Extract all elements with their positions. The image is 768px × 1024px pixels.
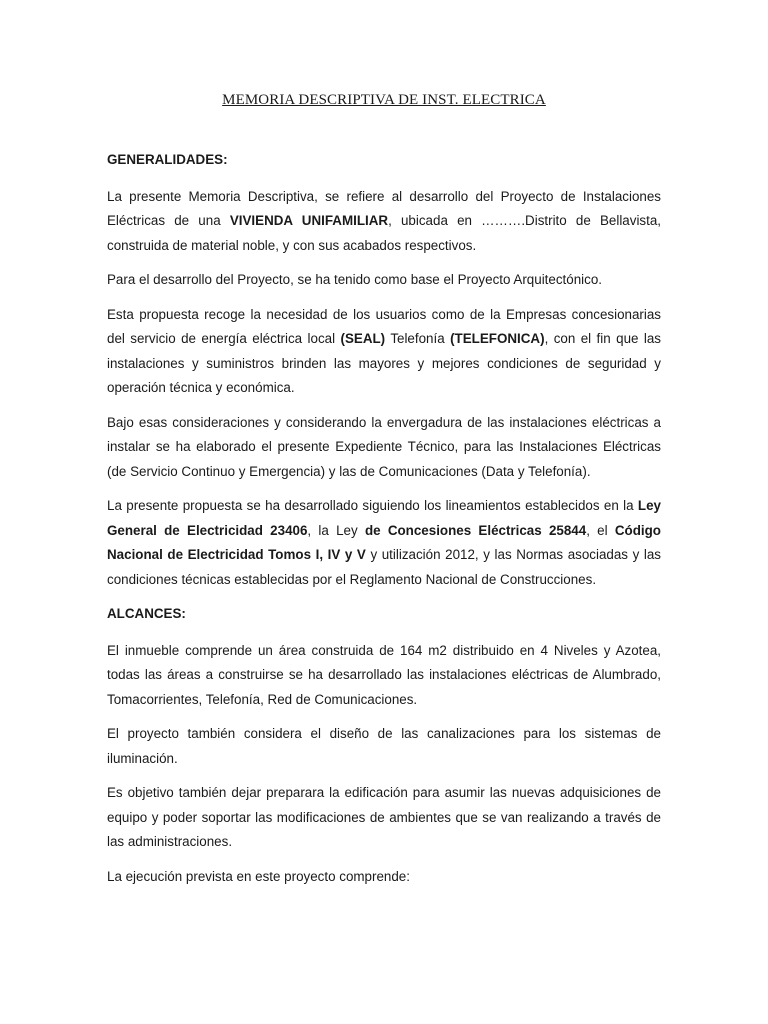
- paragraph-5-text-c: , la Ley: [307, 522, 365, 538]
- paragraph-5-bold-codigo: Código Nacional de Electricidad Tomos I, IV y V: [107, 522, 661, 562]
- paragraph-5-bold-concesiones: de Concesiones Eléctricas 25844: [364, 522, 587, 538]
- paragraph-4: Bajo esas consideraciones y considerando la envergadura de las instalaciones eléctricas a instalar se ha elaborado el presente Expediente Técnico, para las Instalaciones Eléctricas (de Servicio Continuo y Emergencia) y las de Comunicaciones (Data y Telefonía).: [107, 414, 661, 479]
- paragraph-1-bold: VIVIENDA UNIFAMILIAR: [229, 213, 389, 228]
- paragraph-5-text-a: La presente propuesta se ha desarrollado siguiendo los lineamientos establecidos en la: [107, 498, 638, 513]
- paragraph-3-text-c: Telefonía: [385, 331, 451, 346]
- paragraph-1-text-a: La presente Memoria Descriptiva, se refiere al desarrollo del Proyecto de Instalaciones Eléctricas de una: [107, 188, 661, 228]
- paragraph-7: El proyecto también considera el diseño de las canalizaciones para los sistemas de iluminación.: [107, 726, 661, 766]
- paragraph-5-bold-ley-general: Ley General de Electricidad 23406: [107, 498, 661, 538]
- paragraph-8: Es objetivo también dejar preparara la edificación para asumir las nuevas adquisiciones de equipo y poder soportar las modificaciones de ambientes que se van realizando a través de las administraciones.: [107, 785, 661, 849]
- paragraph-3-text-a: Esta propuesta recoge la necesidad de los usuarios como de la Empresas concesionarias del servicio de energía eléctrica local: [107, 306, 661, 346]
- paragraph-1-text-c: , ubicada en ……….Distrito de Bellavista, construida de material noble, y con sus acabados respectivos.: [107, 213, 661, 253]
- section-heading-alcances: ALCANCES:: [107, 606, 186, 621]
- paragraph-3-bold-seal: (SEAL): [340, 331, 386, 346]
- document-title: MEMORIA DESCRIPTIVA DE INST. ELECTRICA: [222, 92, 546, 108]
- paragraph-1: [107, 185, 661, 259]
- paragraph-6: El inmueble comprende un área construida de 164 m2 distribuido en 4 Niveles y Azotea, todas las áreas a construirse se ha desarrollado las instalaciones eléctricas de Alumbrado, Tomacorrientes, Telefonía, Red de Comunicaciones.: [107, 642, 661, 707]
- document-body: [107, 148, 661, 899]
- paragraph-9: La ejecución prevista en este proyecto comprende:: [107, 868, 410, 884]
- paragraph-3-bold-telefonica: (TELEFONICA): [450, 331, 545, 346]
- section-heading-generalidades: GENERALIDADES:: [107, 152, 228, 167]
- paragraph-5-text-e: , el: [586, 522, 615, 538]
- paragraph-2: Para el desarrollo del Proyecto, se ha tenido como base el Proyecto Arquitectónico.: [107, 272, 602, 287]
- paragraph-3-text-e: , con el fin que las instalaciones y suministros brinden las mayores y mejores condiciones de seguridad y operación técnica y económica.: [107, 331, 662, 395]
- paragraph-5: [107, 494, 661, 592]
- paragraph-3: [107, 303, 661, 401]
- paragraph-5-text-g: y utilización 2012, y las Normas asociadas y las condiciones técnicas establecidas por el Reglamento Nacional de Construcciones.: [107, 547, 661, 587]
